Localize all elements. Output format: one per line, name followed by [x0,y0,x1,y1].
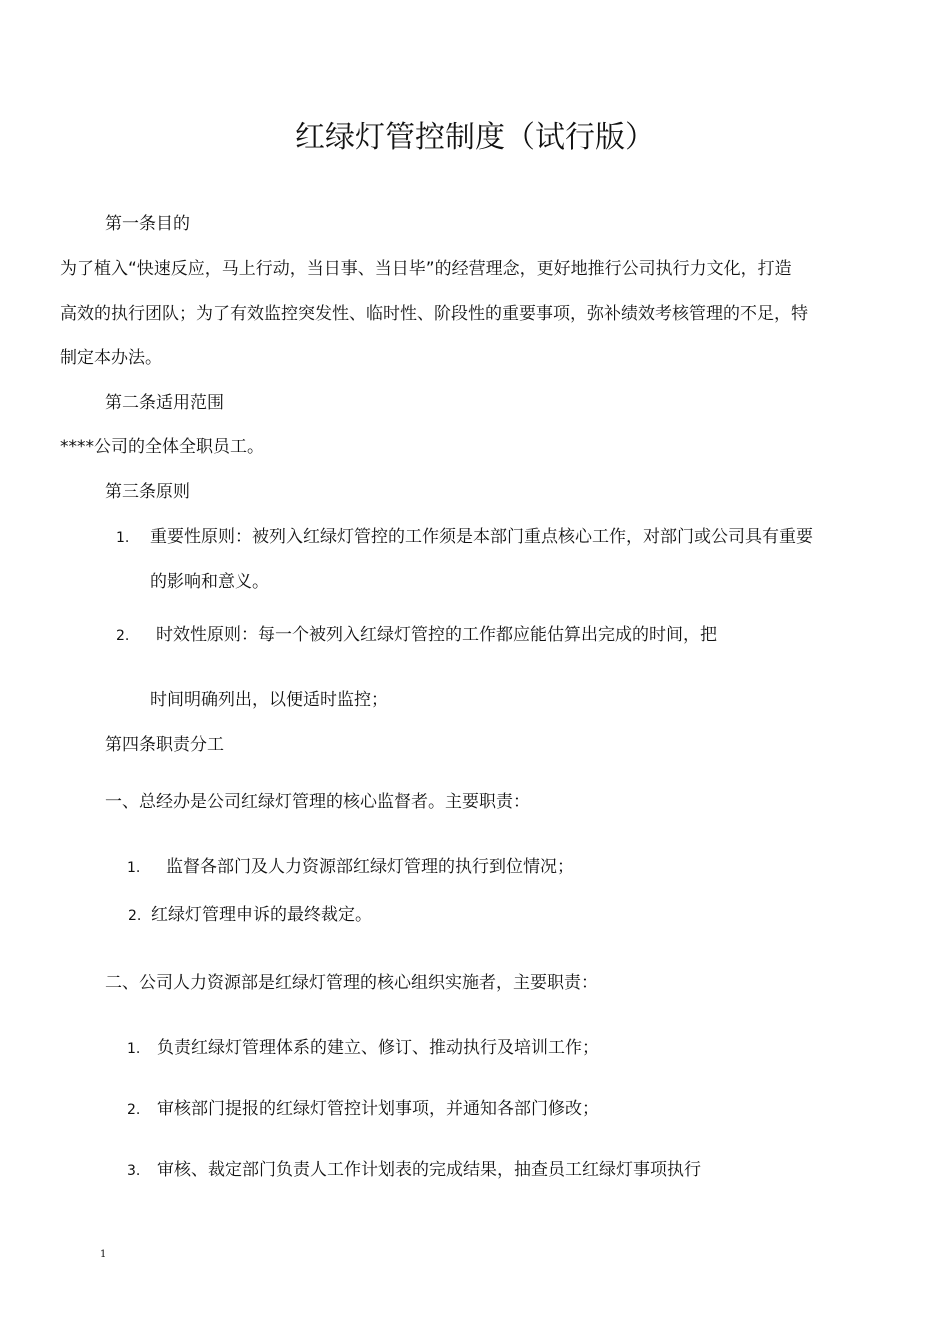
document-title: 红绿灯管控制度（试行版） [295,120,655,155]
list-item-number: 1. [127,860,141,876]
list-item-number: 3. [127,1163,141,1179]
article-1-line-2: 高效的执行团队；为了有效监控突发性、临时性、阶段性的重要事项，弥补绩效考核管理的不足，特 [60,304,808,324]
article-3-item-2-line-1: 时效性原则：每一个被列入红绿灯管控的工作都应能估算出完成的时间，把 [156,625,717,645]
section-2-item-1: 负责红绿灯管理体系的建立、修订、推动执行及培训工作； [157,1038,599,1058]
list-item-number: 1. [127,1041,141,1057]
list-item-number: 2. [127,1102,141,1118]
section-2-item-2: 审核部门提报的红绿灯管控计划事项，并通知各部门修改； [157,1099,599,1119]
section-1-heading: 一、总经办是公司红绿灯管理的核心监督者。主要职责： [105,792,530,812]
list-item-number: 2. [128,908,142,924]
article-1-line-1: 为了植入“快速反应，马上行动，当日事、当日毕”的经营理念，更好地推行公司执行力文化，打造 [60,259,792,279]
article-1-heading: 第一条目的 [105,214,190,234]
article-2-text: ****公司的全体全职员工。 [60,437,264,457]
section-1-item-2: 红绿灯管理申诉的最终裁定。 [151,905,372,925]
section-2-heading: 二、公司人力资源部是红绿灯管理的核心组织实施者，主要职责： [105,973,598,993]
article-1-line-3: 制定本办法。 [60,348,162,368]
page-number: 1 [100,1249,107,1260]
article-3-item-2-line-2: 时间明确列出，以便适时监控； [150,690,388,710]
section-1-item-1: 监督各部门及人力资源部红绿灯管理的执行到位情况； [166,857,574,877]
section-2-item-3: 审核、裁定部门负责人工作计划表的完成结果，抽查员工红绿灯事项执行 [157,1160,701,1180]
list-item-number: 2. [116,628,130,644]
article-3-heading: 第三条原则 [105,482,190,502]
article-3-item-1-line-1: 重要性原则：被列入红绿灯管控的工作须是本部门重点核心工作，对部门或公司具有重要 [150,527,813,547]
article-3-item-1-line-2: 的影响和意义。 [150,572,269,592]
article-4-heading: 第四条职责分工 [105,735,224,755]
article-2-heading: 第二条适用范围 [105,393,224,413]
list-item-number: 1. [116,530,130,546]
